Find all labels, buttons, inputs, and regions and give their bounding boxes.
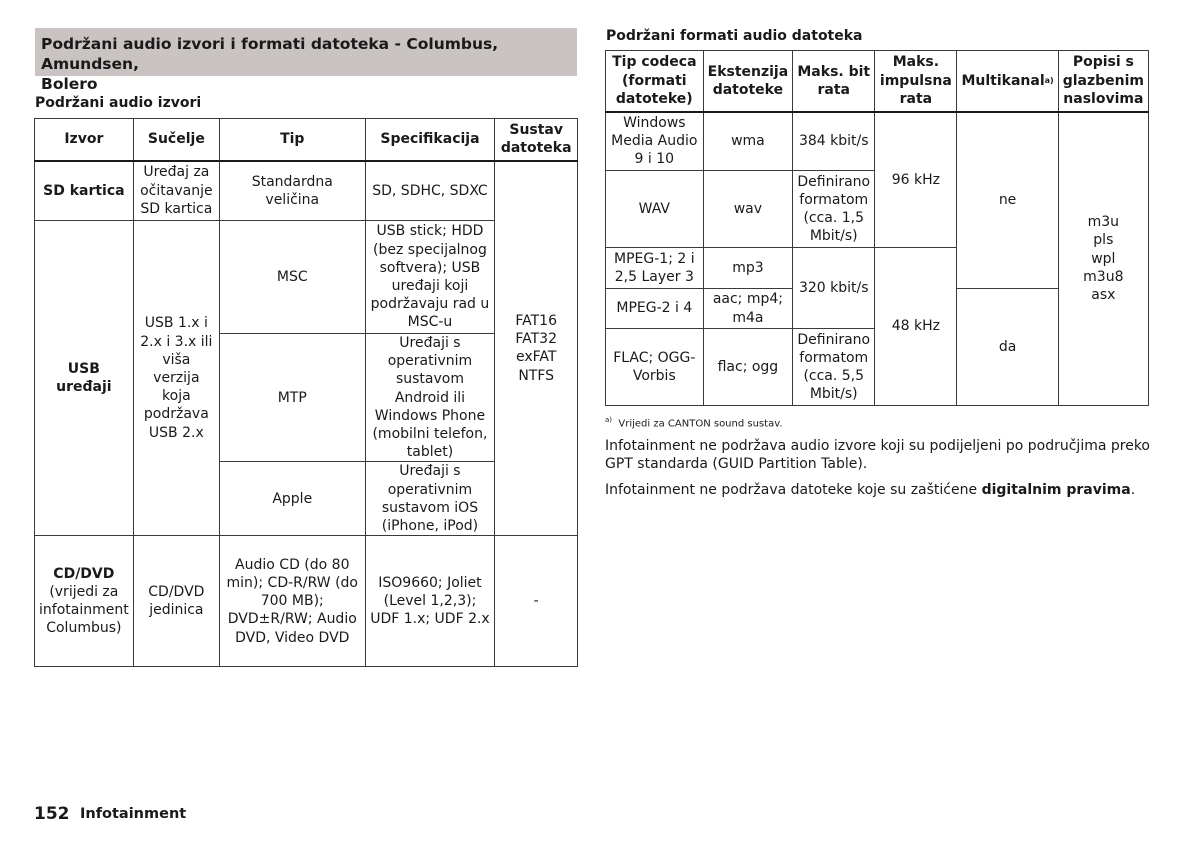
col-header-tip: Tip (220, 119, 366, 161)
cd-spec: ISO9660; Joliet (Level 1,2,3); UDF 1.x; UDF 2.x (365, 536, 495, 667)
fs-line: FAT16 (515, 312, 557, 329)
usb-msc-spec: USB stick; HDD (bez specijalnog softvera); USB uređaji koji podržavaju rad u MSC-u (365, 221, 495, 334)
paragraph-drm (605, 481, 1150, 499)
playlist-format: pls (1093, 232, 1114, 249)
playlist-format: wpl (1091, 250, 1116, 267)
flac-codec: FLAC; OGG-Vorbis (606, 329, 704, 406)
wav-codec: WAV (606, 171, 704, 248)
paragraph-drm-pre: Infotainment ne podržava datoteke koje su zaštićene (605, 482, 982, 498)
filesystem-cell (495, 161, 578, 536)
usb-mtp-spec: Uređaji s operativnim sustavom Android ili Windows Phone (mobilni telefon, tablet) (365, 334, 495, 462)
usb-interface: USB 1.x i 2.x i 3.x ili viša verzija koja podržava USB 2.x (133, 221, 219, 536)
mp3-ext: mp3 (703, 248, 793, 289)
multichannel-label: Multikanal (961, 72, 1045, 89)
sd-spec: SD, SDHC, SDXC (365, 161, 495, 221)
col-header-sucelje: Sučelje (133, 119, 219, 161)
wav-bitrate: Definirano formatom (cca. 1,5 Mbit/s) (793, 171, 875, 248)
col-header-specifikacija: Specifikacija (365, 119, 495, 161)
usb-source: USB uređaji (35, 221, 134, 536)
col-header-codec: Tip codeca (formati datoteke) (606, 51, 704, 112)
cd-source-bold: CD/DVD (53, 565, 115, 582)
wav-ext: wav (703, 171, 793, 248)
playlist-format: m3u (1087, 214, 1120, 231)
col-header-izvor: Izvor (35, 119, 134, 161)
table-header-row (35, 119, 578, 161)
audio-formats-subtitle: Podržani formati audio datoteka (606, 28, 863, 44)
usb-mtp-type: MTP (220, 334, 366, 462)
playlists-cell (1058, 112, 1148, 406)
playlist-format: asx (1091, 287, 1116, 304)
audio-sources-subtitle: Podržani audio izvori (35, 95, 202, 111)
footnote-text: Vrijedi za CANTON sound sustav. (618, 418, 783, 430)
cd-filesystem: - (495, 536, 578, 667)
mp4-codec: MPEG-2 i 4 (606, 289, 704, 329)
col-header-sustav: Sustav datoteka (495, 119, 578, 161)
paragraph-gpt: Infotainment ne podržava audio izvore koji su podijeljeni po područjima preko GPT standarda (GUID Partition Table). (605, 438, 1151, 472)
table-header-row (606, 51, 1149, 112)
fs-line: FAT32 (515, 331, 557, 348)
footnote (605, 416, 783, 429)
multichannel-ne: ne (957, 112, 1058, 289)
multichannel-da: da (957, 289, 1058, 406)
section-name: Infotainment (80, 806, 187, 822)
samplerate-48: 48 kHz (875, 248, 957, 406)
table-row (35, 536, 578, 667)
wma-bitrate: 384 kbit/s (793, 112, 875, 171)
table-row (35, 161, 578, 221)
section-header-line2: Bolero (41, 75, 98, 93)
cd-source-rest: (vrijedi za infotainment Columbus) (39, 584, 129, 637)
usb-msc-type: MSC (220, 221, 366, 334)
sd-source: SD kartica (35, 161, 134, 221)
mp4-ext: aac; mp4; m4a (703, 289, 793, 329)
col-header-extension: Ekstenzija datoteke (703, 51, 793, 112)
audio-formats-table (605, 50, 1149, 406)
wma-codec: Windows Media Audio 9 i 10 (606, 112, 704, 171)
cd-interface: CD/DVD jedinica (133, 536, 219, 667)
flac-ext: flac; ogg (703, 329, 793, 406)
samplerate-96: 96 kHz (875, 112, 957, 248)
page-number: 152 (34, 804, 70, 824)
playlist-format: m3u8 (1083, 268, 1124, 285)
footnote-marker: a) (1044, 75, 1054, 85)
col-header-samplerate: Maks. impulsna rata (875, 51, 957, 112)
paragraph-drm-post: . (1130, 482, 1136, 498)
col-header-multichannel (957, 51, 1058, 112)
wma-ext: wma (703, 112, 793, 171)
sd-type: Standardna veličina (220, 161, 366, 221)
fs-line: NTFS (518, 367, 555, 384)
cd-source (35, 536, 134, 667)
flac-bitrate: Definirano formatom (cca. 5,5 Mbit/s) (793, 329, 875, 406)
col-header-playlists: Popisi s glazbenim naslovima (1058, 51, 1148, 112)
bitrate-320: 320 kbit/s (793, 248, 875, 329)
mp3-codec: MPEG-1; 2 i 2,5 Layer 3 (606, 248, 704, 289)
table-row (606, 112, 1149, 171)
fs-line: exFAT (515, 349, 557, 366)
usb-apple-type: Apple (220, 462, 366, 536)
usb-apple-spec: Uređaji s operativnim sustavom iOS (iPhone, iPod) (365, 462, 495, 536)
sd-interface: Uređaj za očitavanje SD kartica (133, 161, 219, 221)
cd-type: Audio CD (do 80 min); CD-R/RW (do 700 MB); DVD±R/RW; Audio DVD, Video DVD (220, 536, 366, 667)
footnote-mark: a) (605, 416, 613, 424)
section-header-line1: Podržani audio izvori i formati datoteka - Columbus, Amundsen, (41, 35, 499, 73)
section-header (35, 28, 577, 93)
col-header-bitrate: Maks. bit rata (793, 51, 875, 112)
paragraph-drm-bold: digitalnim pravima (981, 482, 1131, 498)
audio-sources-table (34, 118, 578, 667)
